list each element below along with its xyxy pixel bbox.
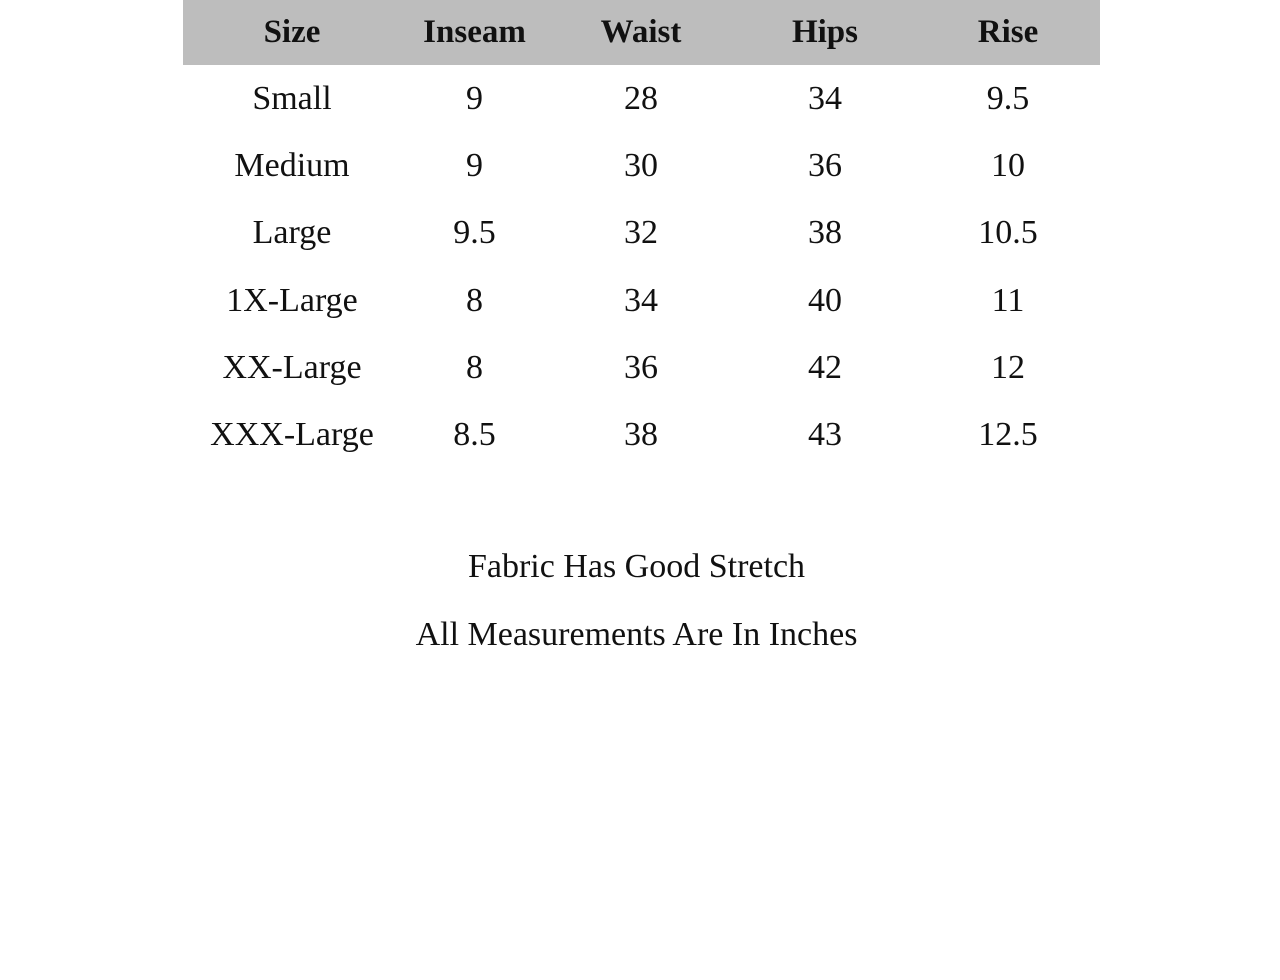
cell-hips: 34 xyxy=(808,79,842,117)
header-hips: Hips xyxy=(791,14,859,50)
cell-inseam: 8 xyxy=(466,348,483,386)
table-row xyxy=(183,132,1100,199)
cell-size: XX-Large xyxy=(222,348,362,386)
cell-size: XXX-Large xyxy=(210,416,374,454)
cell-hips: 43 xyxy=(808,416,842,454)
size-chart-body xyxy=(183,65,1100,469)
cell-waist: 28 xyxy=(624,79,658,117)
cell-inseam: 9.5 xyxy=(453,214,496,252)
table-row xyxy=(183,267,1100,334)
cell-waist: 32 xyxy=(624,214,658,252)
table-row xyxy=(183,65,1100,132)
fabric-stretch-note: Fabric Has Good Stretch xyxy=(467,548,806,585)
measurement-units-note: All Measurements Are In Inches xyxy=(415,616,858,653)
header-row xyxy=(183,0,1100,65)
size-chart-header xyxy=(183,0,1100,65)
cell-rise: 10.5 xyxy=(978,214,1038,252)
cell-inseam: 9 xyxy=(466,146,483,184)
cell-hips: 38 xyxy=(808,214,842,252)
cell-hips: 40 xyxy=(808,281,842,319)
cell-size: 1X-Large xyxy=(226,281,358,319)
cell-rise: 10 xyxy=(991,146,1025,184)
cell-waist: 36 xyxy=(624,348,658,386)
cell-waist: 38 xyxy=(624,416,658,454)
cell-waist: 34 xyxy=(624,281,658,319)
table-row xyxy=(183,401,1100,468)
header-rise: Rise xyxy=(977,14,1039,50)
table-row xyxy=(183,334,1100,401)
cell-rise: 9.5 xyxy=(986,79,1030,117)
cell-waist: 30 xyxy=(624,146,658,184)
cell-inseam: 8.5 xyxy=(453,416,496,454)
cell-hips: 36 xyxy=(808,146,842,184)
table-row xyxy=(183,200,1100,267)
cell-size: Medium xyxy=(234,146,350,184)
header-size: Size xyxy=(263,14,321,50)
header-waist: Waist xyxy=(600,14,682,50)
cell-rise: 11 xyxy=(991,281,1025,319)
cell-inseam: 9 xyxy=(466,79,483,117)
cell-size: Small xyxy=(252,79,332,117)
cell-rise: 12.5 xyxy=(978,416,1038,454)
cell-rise: 12 xyxy=(991,348,1025,386)
size-chart-table xyxy=(183,0,1100,469)
header-inseam: Inseam xyxy=(423,14,526,50)
cell-size: Large xyxy=(252,214,332,252)
cell-inseam: 8 xyxy=(466,281,483,319)
cell-hips: 42 xyxy=(808,348,842,386)
